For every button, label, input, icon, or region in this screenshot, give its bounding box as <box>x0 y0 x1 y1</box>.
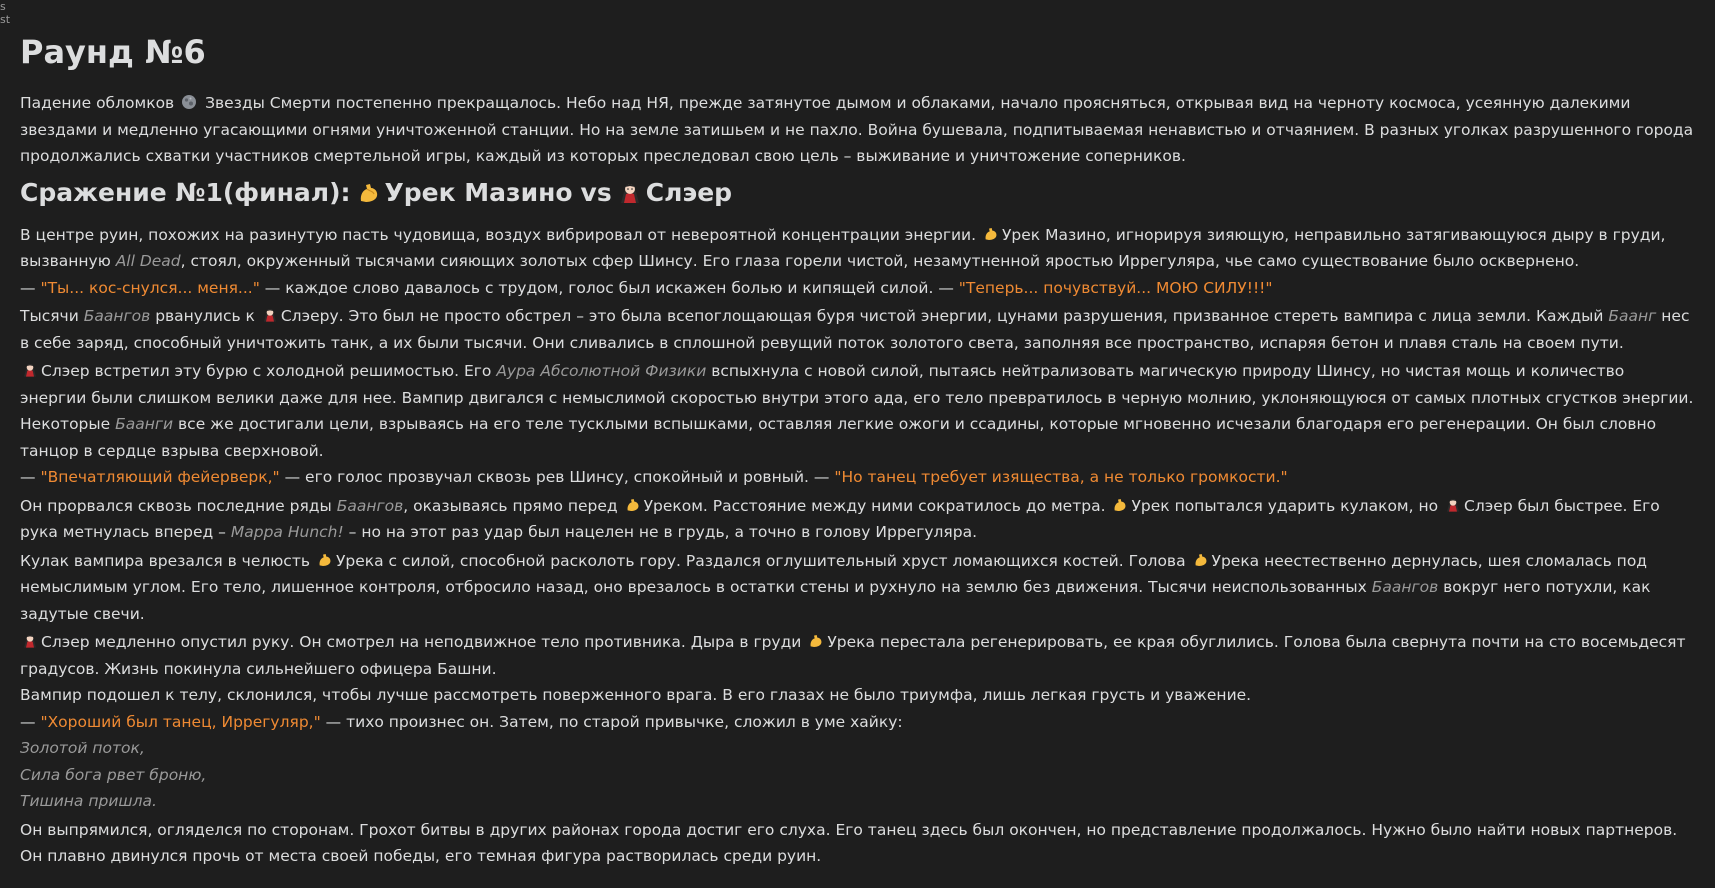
p6-text-c: , оказываясь прямо перед <box>403 496 618 515</box>
p3-text-f: нес в себе заряд, способный уничтожить танк, а их были тысячи. Они сливались в сплошной ревущий поток золотого света, заполняя все пространство, испаряя бетон и плавя сталь на своем пути. <box>20 307 1690 352</box>
p7-text-e: вокруг него потухли, как задутые свечи. <box>20 578 1651 623</box>
p10-mid: — тихо произнес он. Затем, по старой привычке, сложил в уме хайку: <box>325 712 903 731</box>
vampire-icon <box>262 307 278 323</box>
p5-mid: — его голос прозвучал сквозь рев Шинсу, спокойный и ровный. — <box>284 468 830 486</box>
p5-dash: — <box>20 468 36 486</box>
paragraph-2 <box>20 275 1695 302</box>
p4-skill-aura: Аура Абсолютной Физики <box>496 362 707 380</box>
p6-text-h: – но на этот раз удар был нацелен не в грудь, а точно в голову Иррегуляра. <box>348 523 978 541</box>
haiku-line-2: Сила бога рвет броню, <box>20 765 207 784</box>
p6-skill-mappa-hunch: Mappa Hunch! <box>230 523 344 541</box>
p6-term: Баангов <box>336 496 404 515</box>
battle-heading-prefix: Сражение №1(финал): <box>20 177 351 207</box>
p2-dash: — <box>20 278 36 297</box>
fighter-1-name: Урек Мазино <box>384 177 573 207</box>
p1-text-a: В центре руин, похожих на разинутую пасть чудовища, воздух вибрировал от невероятной концентрации энергии. <box>20 225 977 244</box>
intro-paragraph <box>20 90 1695 170</box>
paragraph-7 <box>20 548 1695 628</box>
flexed-biceps-icon <box>983 226 999 242</box>
paragraph-9: Вампир подошел к телу, склонился, чтобы лучше рассмотреть поверженного врага. В его глазах не было триумфа, лишь легкая грусть и уважение. <box>20 686 1252 704</box>
p1-text-d: , стоял, окруженный тысячами сияющих золотых сфер Шинсу. Его глаза горели чистой, незамутненной яростью Иррегуляра, чье само существование было осквернено. <box>180 252 1580 270</box>
flexed-biceps-icon <box>625 497 641 513</box>
flexed-biceps-icon <box>1193 552 1209 568</box>
p3-text-c: рванулись к <box>155 307 255 325</box>
rock-debris-icon <box>181 94 197 110</box>
p3-term-1: Баангов <box>83 307 151 325</box>
p6-text-f: Слэер был быстрее. Его рука метнулась вперед – <box>20 496 1660 541</box>
p8-text-a: Слэер медленно опустил руку. Он смотрел на неподвижное тело противника. Дыра в груди <box>41 633 802 651</box>
vampire-icon <box>618 181 642 205</box>
p3-text-d: Слэеру. Это был не просто обстрел – это была всепоглощающая буря чистой энергии, цунами разрушения, призванное стереть вампира с лица земли. Каждый <box>280 307 1604 325</box>
p3-term-2: Баанг <box>1608 307 1657 325</box>
document-body <box>20 0 1695 870</box>
vampire-icon <box>22 362 38 378</box>
p7-text-c: Урека неестественно дернулась, шея сломалась под немыслимым углом. Его тело, лишенное контроля, отбросило назад, оно врезалось в остатки стены и рухнуло на землю без движения. Тысячи неиспользованных <box>20 551 1648 596</box>
flexed-biceps-icon <box>317 552 333 568</box>
paragraph-4 <box>20 358 1695 464</box>
p4-text-e: все же достигали цели, взрываясь на его теле тусклыми вспышками, оставляя легкие ожоги и ссадины, которые мгновенно исчезали благодаря его регенерации. Он был словно танцор в сердце взрыва сверхновой. <box>20 415 1657 460</box>
p5-quote-2: "Но танец требует изящества, а не только громкости." <box>834 468 1288 486</box>
p3-text-a: Тысячи <box>20 307 79 325</box>
paragraph-6 <box>20 493 1695 546</box>
p1-text-b: Урек Мазино, игнорируя зияющую, неправильно затягивающуюся дыру в груди, вызванную <box>20 225 1666 270</box>
p10-quote: "Хороший был танец, Иррегуляр," <box>40 712 321 731</box>
flexed-biceps-icon <box>1112 497 1128 513</box>
battle-heading <box>20 176 1695 210</box>
p4-term: Баанги <box>115 415 174 433</box>
flexed-biceps-icon <box>357 181 381 205</box>
p2-quote-2: "Теперь... почувствуй... МОЮ СИЛУ!!!" <box>958 278 1273 297</box>
page-title: Раунд №6 <box>20 33 206 71</box>
paragraph-8 <box>20 629 1695 682</box>
intro-text-b: Звезды Смерти постепенно прекращалось. Небо над НЯ, прежде затянутое дымом и облаками, начало проясняться, открывая вид на черноту космоса, усеянную далекими звездами и медленно угасающими огнями уничтоженной станции. Но на земле затишьем и не пахло. Война бушевала, подпитываемая ненавистью и отчаянием. В разных уголках разрушенного города продолжались схватки участников смертельной игры, каждый из которых преследовал свою цель – выживание и уничтожение соперников. <box>20 94 1694 165</box>
paragraph-10 <box>20 709 1695 736</box>
fighter-2-name: Слэер <box>645 177 733 207</box>
paragraph-3 <box>20 303 1695 356</box>
haiku-line-3: Тишина пришла. <box>20 792 157 810</box>
p7-text-b: Урека с силой, способной расколоть гору. Раздался оглушительный хруст ломающихся костей. Голова <box>335 551 1186 570</box>
p10-dash: — <box>20 712 36 731</box>
p6-text-d: Уреком. Расстояние между ними сократилось до метра. <box>643 496 1106 515</box>
p2-quote-1: "Ты... кос-снулся... меня..." <box>40 278 260 297</box>
p1-skill-all-dead: All Dead <box>115 252 181 270</box>
flexed-biceps-icon <box>808 633 824 649</box>
vs-label: vs <box>580 177 612 207</box>
paragraph-11: Он выпрямился, огляделся по сторонам. Грохот битвы в других районах города достиг его слуха. Его танец здесь был окончен, но представление продолжалось. Нужно было найти новых партнеров. Он плавно двинулся прочь от места своей победы, его темная фигура растворилась среди руин. <box>20 820 1678 865</box>
paragraph-1 <box>20 222 1695 275</box>
window-edge-fragment: s st <box>0 0 10 26</box>
p4-text-c: вспыхнула с новой силой, пытаясь нейтрализовать магическую природу Шинсу, но чистая мощь и количество энергии были слишком велики даже для нее. Вампир двигался с немыслимой скоростью внутри этого ада, его тело превратилось в черную молнию, уклоняющуюся от самых плотных сгустков энергии. Некоторые <box>20 362 1694 433</box>
p4-text-a: Слэер встретил эту бурю с холодной решимостью. Его <box>41 362 492 380</box>
p5-quote-1: "Впечатляющий фейерверк," <box>40 468 280 486</box>
intro-text-a: Падение обломков <box>20 94 175 112</box>
p6-text-a: Он прорвался сквозь последние ряды <box>20 496 332 515</box>
p7-term: Баангов <box>1371 578 1439 596</box>
p2-mid: — каждое слово давалось с трудом, голос был искажен болью и кипящей силой. — <box>264 278 954 297</box>
haiku-line-1: Золотой поток, <box>20 739 145 757</box>
vampire-icon <box>22 633 38 649</box>
p6-text-e: Урек попытался ударить кулаком, но <box>1131 496 1439 515</box>
vampire-icon <box>1445 497 1461 513</box>
p7-text-a: Кулак вампира врезался в челюсть <box>20 551 310 570</box>
paragraph-5 <box>20 464 1695 491</box>
p8-text-b: Урека перестала регенерировать, ее края обуглились. Голова была свернута почти на сто восемьдесят градусов. Жизнь покинула сильнейшего офицера Башни. <box>20 633 1686 678</box>
